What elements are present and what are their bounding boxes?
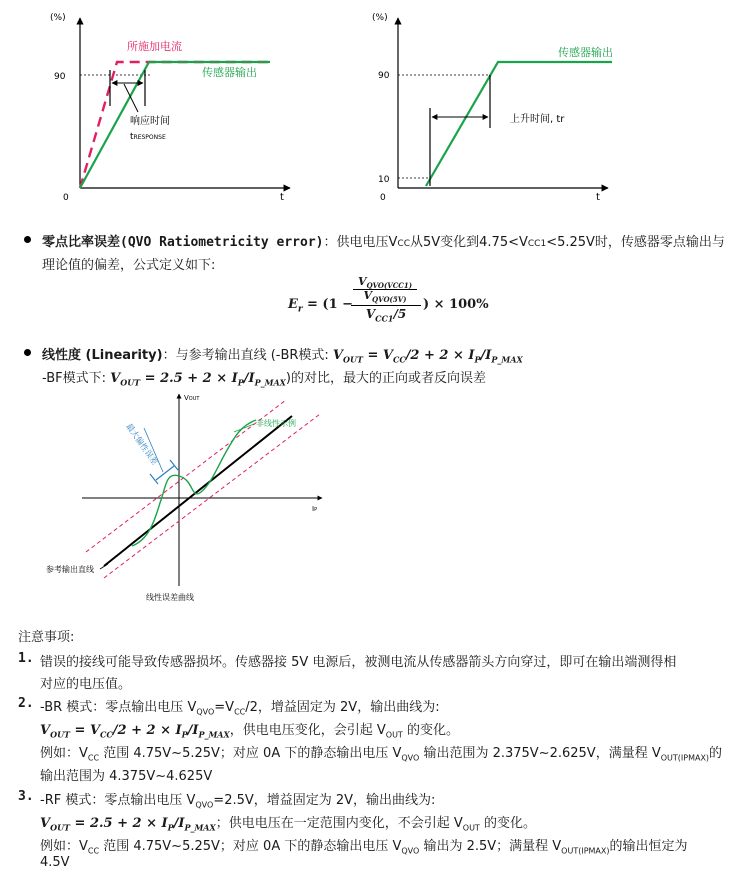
note-number: 3. xyxy=(18,789,34,804)
ratiometric-paragraph-line2: 理论值的偏差，公式定义如下: xyxy=(42,258,216,273)
linearity-paragraph-line2: -BF模式下: $V_{OUT} = 2.5 + 2 \times I_P/I_{P\_MAX}$)的对比，最大的正向或者反向误差 xyxy=(42,371,486,388)
y-tick-90: 90 xyxy=(378,71,390,81)
linearity-paragraph-line1: 线性度 (Linearity)：与参考输出直线 (-BR模式: $V_{OUT} = V_{CC}/2 + 2 \times I_P/I_{P\_MAX}$ xyxy=(42,348,523,365)
bullet-dot xyxy=(24,236,31,243)
note-3-line3: 例如：$V_{CC}$ 范围 4.75V~5.25V；对应 0A 下的静态输出电压 $V_{QVO}$ 输出为 2.5V；满量程 $V_{OUT(IPMAX)}$的输出恒定为 xyxy=(40,839,688,856)
x-axis-label: t xyxy=(596,192,600,203)
reference-line-label: 参考输出直线 xyxy=(46,565,94,574)
linearity-chart xyxy=(40,388,340,610)
note-2-line2: $V_{OUT} = V_{CC}/2 + 2 \times I_P/I_{P\_MAX}$，供电电压变化，会引起 $V_{OUT}$ 的变化。 xyxy=(40,723,459,740)
origin-label: 0 xyxy=(380,193,386,203)
y-unit: (%) xyxy=(372,13,388,23)
y-tick-90: 90 xyxy=(54,72,66,82)
response-time-label: 响应时间 xyxy=(130,116,170,127)
max-error-marker xyxy=(156,466,174,480)
note-1-line1: 错误的接线可能导致传感器损坏。传感器接 5V 电源后，被测电流从传感器箭头方向穿过，即可在输出端测得相 xyxy=(40,655,677,670)
rise-time-chart xyxy=(370,0,748,210)
max-error-label: 最大偏性误差 xyxy=(124,421,160,467)
note-2-line3: 例如：$V_{CC}$ 范围 4.75V~5.25V；对应 0A 下的静态输出电压 $V_{QVO}$ 输出范围为 2.375V~2.625V，满量程 $V_{OUT(IPMAX)}$的 xyxy=(40,746,723,763)
error-curve-label: 线性误差曲线 xyxy=(146,593,194,602)
x-axis-label: IP xyxy=(312,505,318,513)
origin-label: 0 xyxy=(63,193,69,203)
notes-heading: 注意事项: xyxy=(18,630,75,645)
ratiometric-formula: $E_r$ = (1 − $V_{QVO(VCC1)}$ $V_{QVO(5V)}$ $V_{CC1}/5$ ) × 100% xyxy=(288,275,489,324)
nonlinear-leader xyxy=(234,424,254,432)
linearity-title: 线性度 (Linearity) xyxy=(42,348,163,363)
note-2-line4: 输出范围为 4.375V~4.625V xyxy=(40,769,213,784)
sensor-output-label: 传感器输出 xyxy=(202,66,257,79)
ratiometric-paragraph-line1: 零点比率误差(QVO Ratiometricity error)：供电电压VCC从5V变化到4.75<VCC1<5.25V时，传感器零点输出与 xyxy=(42,235,725,250)
y-axis-label: VOUT xyxy=(184,394,200,402)
reference-line xyxy=(104,416,292,566)
applied-current-label: 所施加电流 xyxy=(127,40,182,53)
note-number: 1. xyxy=(18,651,34,666)
ratiometric-title: 零点比率误差(QVO Ratiometricity error) xyxy=(42,235,324,250)
response-time-chart xyxy=(0,0,370,210)
note-3-line4: 4.5V xyxy=(40,855,70,870)
note-3-line2: $V_{OUT} = 2.5 + 2 \times I_P/I_{P\_MAX}$；供电电压在一定范围内变化，不会引起 $V_{OUT}$ 的变化。 xyxy=(40,816,536,833)
note-1-line2: 对应的电压值。 xyxy=(40,677,132,692)
sensor-output-label: 传感器输出 xyxy=(558,46,613,59)
bullet-dot xyxy=(24,349,31,356)
y-unit: (%) xyxy=(50,13,66,23)
nonlinear-example-label: 非线性示例 xyxy=(256,419,296,428)
nonlinear-curve xyxy=(132,420,256,546)
sensor-output-curve xyxy=(80,62,270,188)
note-number: 2. xyxy=(18,696,34,711)
x-axis-label: t xyxy=(280,192,284,203)
rise-time-label: 上升时间, tr xyxy=(510,114,565,125)
y-tick-10: 10 xyxy=(378,175,390,185)
t-response-label: tRESPONSE xyxy=(130,132,166,142)
applied-current-curve xyxy=(80,62,270,188)
note-2-line1: -BR 模式：零点输出电压 $V_{QVO}=V_{CC}/2$，增益固定为 2V，输出曲线为: xyxy=(40,700,440,717)
note-3-line1: -RF 模式：零点输出电压 $V_{QVO}=2.5V$，增益固定为 2V，输出曲线为: xyxy=(40,793,436,810)
